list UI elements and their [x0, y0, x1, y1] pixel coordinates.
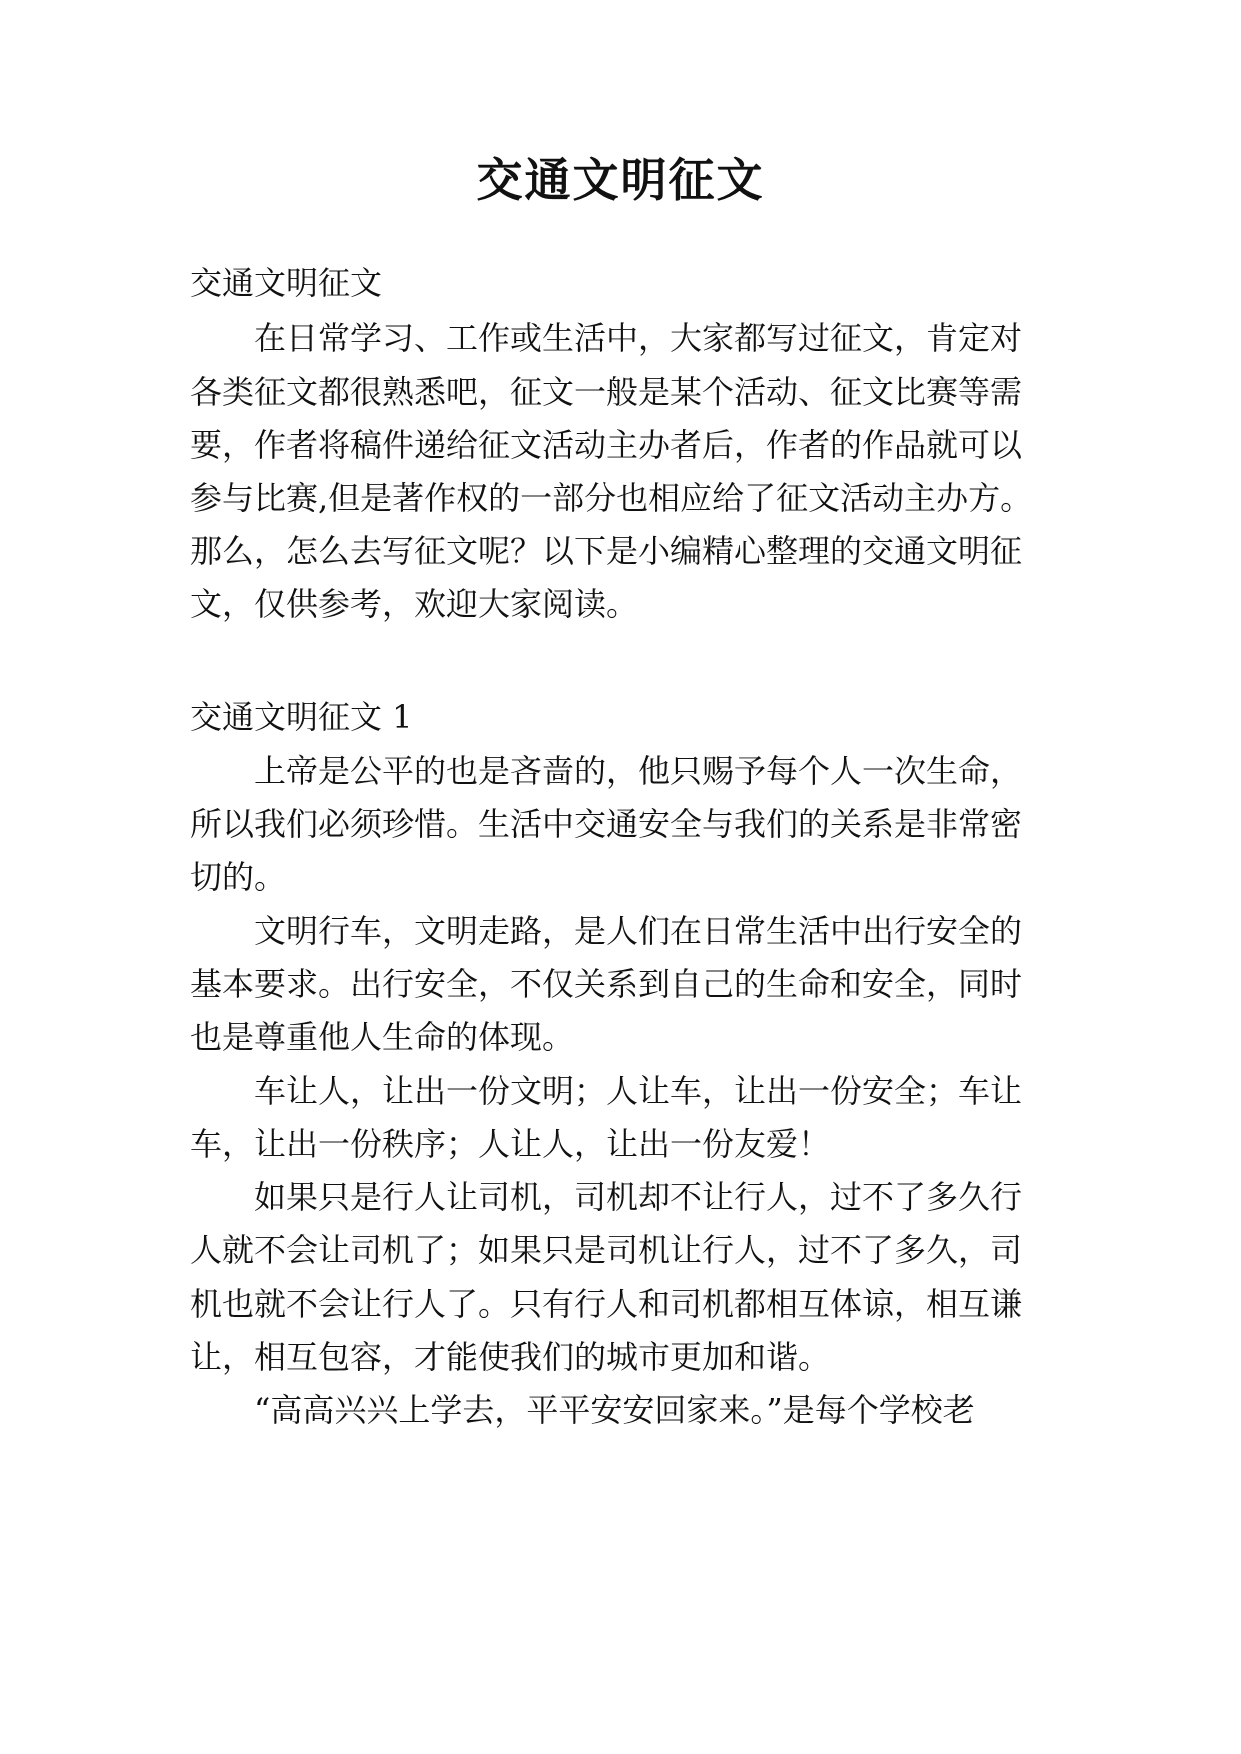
section-line-8: 车，让出一份秩序；人让人，让出一份友爱！: [190, 1125, 831, 1163]
section-line-11: 机也就不会让行人了。只有行人和司机都相互体谅，相互谦: [190, 1285, 1023, 1323]
section-line-2: 所以我们必须珍惜。生活中交通安全与我们的关系是非常密: [190, 805, 1023, 843]
intro-line-4: 参与比赛,但是著作权的一部分也相应给了征文活动主办方。: [190, 479, 1033, 517]
section-line-12: 让，相互包容，才能使我们的城市更加和谐。: [190, 1338, 831, 1376]
section-line-5: 基本要求。出行安全，不仅关系到自己的生命和安全，同时: [190, 965, 1023, 1003]
section-line-3: 切的。: [190, 858, 287, 896]
intro-line-6: 文，仅供参考，欢迎大家阅读。: [190, 585, 639, 623]
section-line-4: 文明行车，文明走路，是人们在日常生活中出行安全的: [254, 912, 1023, 950]
intro-line-1: 在日常学习、工作或生活中，大家都写过征文，肯定对: [254, 319, 1023, 357]
intro-line-3: 要，作者将稿件递给征文活动主办者后，作者的作品就可以: [190, 426, 1023, 464]
section-heading: 交通文明征文 1: [190, 698, 413, 736]
section-line-1: 上帝是公平的也是吝啬的，他只赐予每个人一次生命，: [254, 752, 1023, 790]
section-line-13: “高高兴兴上学去，平平安安回家来。”是每个学校老: [254, 1391, 975, 1429]
section-line-6: 也是尊重他人生命的体现。: [190, 1018, 575, 1056]
section-line-9: 如果只是行人让司机，司机却不让行人，过不了多久行: [254, 1178, 1023, 1216]
section-line-7: 车让人，让出一份文明；人让车，让出一份安全；车让: [254, 1072, 1023, 1110]
document-subtitle: 交通文明征文: [190, 264, 383, 302]
intro-line-5: 那么，怎么去写征文呢？以下是小编精心整理的交通文明征: [190, 532, 1023, 570]
document-title: 交通文明征文: [476, 153, 765, 207]
section-line-10: 人就不会让司机了；如果只是司机让行人，过不了多久，司: [190, 1231, 1023, 1269]
intro-line-2: 各类征文都很熟悉吧，征文一般是某个活动、征文比赛等需: [190, 373, 1023, 411]
